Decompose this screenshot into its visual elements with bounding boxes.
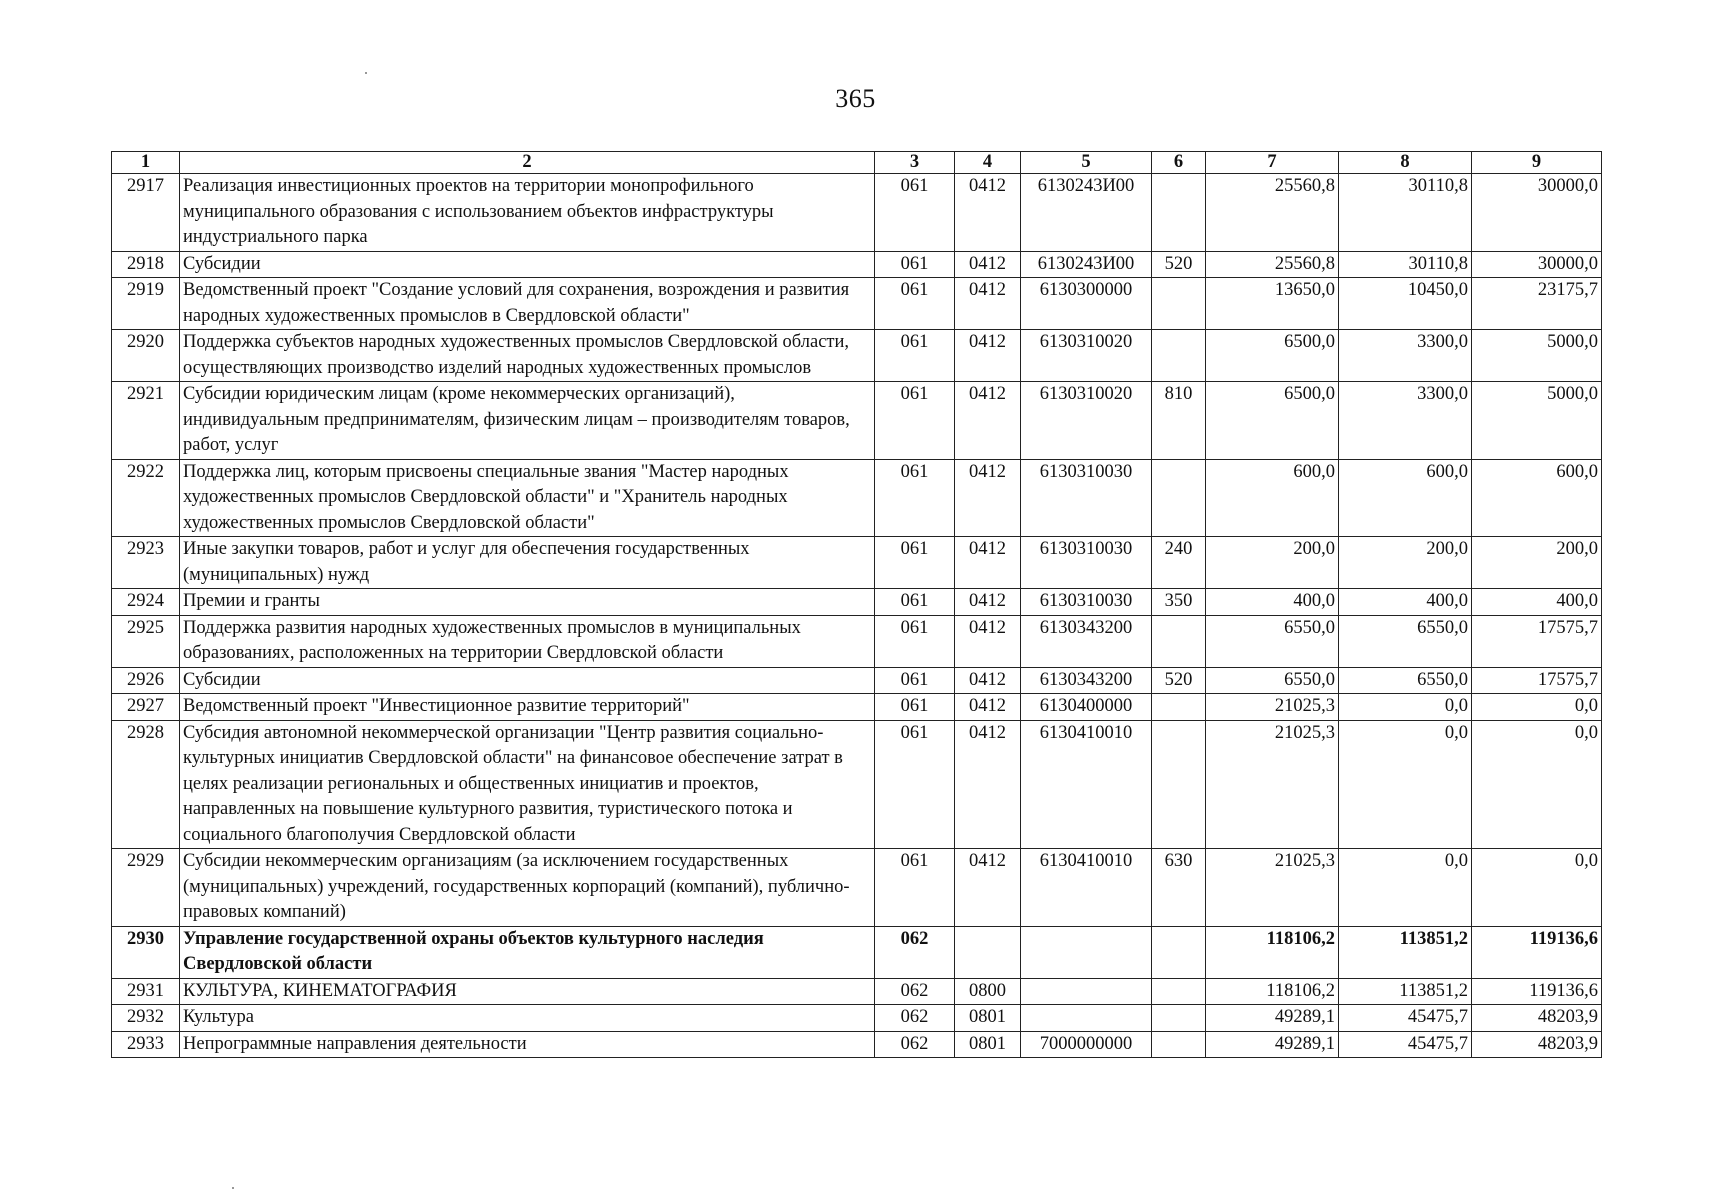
amount-col-7: 6500,0 (1206, 330, 1339, 382)
scan-speck (365, 72, 367, 74)
target-article-code: 6130310030 (1021, 459, 1152, 537)
expense-type-code: 630 (1152, 849, 1206, 927)
section-code: 0800 (955, 978, 1021, 1005)
target-article-code (1021, 926, 1152, 978)
table-row (112, 278, 1602, 330)
target-article-code: 6130310030 (1021, 537, 1152, 589)
department-code: 062 (875, 978, 955, 1005)
table-row (112, 589, 1602, 616)
table-row (112, 382, 1602, 460)
expense-type-code (1152, 1031, 1206, 1058)
table-row (112, 978, 1602, 1005)
row-number: 2928 (112, 720, 180, 849)
section-code (955, 926, 1021, 978)
amount-col-7: 200,0 (1206, 537, 1339, 589)
row-name: Реализация инвестиционных проектов на территории монопрофильного муниципального образования с использованием объектов инфраструктуры индустриального парка (180, 174, 875, 252)
column-header: 4 (955, 152, 1021, 174)
row-name: Поддержка развития народных художественных промыслов в муниципальных образованиях, расположенных на территории Свердловской области (180, 615, 875, 667)
page-number: 365 (835, 84, 876, 113)
section-code: 0412 (955, 694, 1021, 721)
amount-col-7: 118106,2 (1206, 978, 1339, 1005)
amount-col-8: 0,0 (1339, 849, 1472, 927)
row-name: Управление государственной охраны объектов культурного наследия Свердловской области (180, 926, 875, 978)
amount-col-9: 400,0 (1472, 589, 1602, 616)
amount-col-8: 200,0 (1339, 537, 1472, 589)
column-header: 9 (1472, 152, 1602, 174)
amount-col-8: 30110,8 (1339, 174, 1472, 252)
column-header: 3 (875, 152, 955, 174)
department-code: 061 (875, 537, 955, 589)
amount-col-7: 6550,0 (1206, 667, 1339, 694)
expense-type-code (1152, 330, 1206, 382)
column-header: 2 (180, 152, 875, 174)
section-code: 0412 (955, 459, 1021, 537)
target-article-code: 6130400000 (1021, 694, 1152, 721)
target-article-code: 6130410010 (1021, 849, 1152, 927)
row-name: Субсидии (180, 667, 875, 694)
row-number: 2926 (112, 667, 180, 694)
section-code: 0412 (955, 330, 1021, 382)
table-body (112, 174, 1602, 1058)
expense-type-code (1152, 278, 1206, 330)
target-article-code: 6130310020 (1021, 382, 1152, 460)
section-code: 0412 (955, 667, 1021, 694)
department-code: 061 (875, 330, 955, 382)
expense-type-code: 240 (1152, 537, 1206, 589)
scan-speck (232, 1187, 234, 1189)
section-code: 0412 (955, 251, 1021, 278)
department-code: 061 (875, 694, 955, 721)
amount-col-8: 10450,0 (1339, 278, 1472, 330)
row-name: Непрограммные направления деятельности (180, 1031, 875, 1058)
row-name: Премии и гранты (180, 589, 875, 616)
amount-col-9: 5000,0 (1472, 330, 1602, 382)
table-row (112, 251, 1602, 278)
department-code: 061 (875, 382, 955, 460)
section-code: 0412 (955, 615, 1021, 667)
row-name: Субсидии (180, 251, 875, 278)
amount-col-9: 0,0 (1472, 694, 1602, 721)
column-header: 7 (1206, 152, 1339, 174)
amount-col-8: 0,0 (1339, 694, 1472, 721)
department-code: 061 (875, 667, 955, 694)
department-code: 061 (875, 174, 955, 252)
row-number: 2931 (112, 978, 180, 1005)
row-name: Субсидии некоммерческим организациям (за исключением государственных (муниципальных) учреждений, государственных корпораций (компаний), публично-правовых компаний) (180, 849, 875, 927)
amount-col-7: 118106,2 (1206, 926, 1339, 978)
table-row (112, 926, 1602, 978)
expense-type-code: 810 (1152, 382, 1206, 460)
row-number: 2918 (112, 251, 180, 278)
table-row (112, 174, 1602, 252)
expense-type-code (1152, 720, 1206, 849)
amount-col-7: 25560,8 (1206, 174, 1339, 252)
expense-type-code (1152, 615, 1206, 667)
table-row (112, 537, 1602, 589)
row-name: КУЛЬТУРА, КИНЕМАТОГРАФИЯ (180, 978, 875, 1005)
table-row (112, 694, 1602, 721)
table-row (112, 1031, 1602, 1058)
amount-col-9: 600,0 (1472, 459, 1602, 537)
target-article-code: 6130310030 (1021, 589, 1152, 616)
row-number: 2932 (112, 1005, 180, 1032)
amount-col-9: 48203,9 (1472, 1031, 1602, 1058)
target-article-code: 6130300000 (1021, 278, 1152, 330)
department-code: 062 (875, 1005, 955, 1032)
header-row (112, 152, 1602, 174)
budget-table (111, 151, 1602, 1058)
column-header: 1 (112, 152, 180, 174)
amount-col-9: 200,0 (1472, 537, 1602, 589)
target-article-code: 7000000000 (1021, 1031, 1152, 1058)
amount-col-9: 17575,7 (1472, 667, 1602, 694)
section-code: 0412 (955, 278, 1021, 330)
amount-col-8: 45475,7 (1339, 1031, 1472, 1058)
expense-type-code (1152, 1005, 1206, 1032)
row-name: Ведомственный проект "Инвестиционное развитие территорий" (180, 694, 875, 721)
section-code: 0412 (955, 589, 1021, 616)
row-name: Ведомственный проект "Создание условий для сохранения, возрождения и развития народных художественных промыслов в Свердловской области" (180, 278, 875, 330)
row-number: 2927 (112, 694, 180, 721)
amount-col-7: 6550,0 (1206, 615, 1339, 667)
expense-type-code: 520 (1152, 251, 1206, 278)
table-row (112, 849, 1602, 927)
target-article-code: 6130243И00 (1021, 174, 1152, 252)
column-header: 5 (1021, 152, 1152, 174)
amount-col-9: 0,0 (1472, 849, 1602, 927)
target-article-code (1021, 978, 1152, 1005)
row-number: 2930 (112, 926, 180, 978)
amount-col-8: 600,0 (1339, 459, 1472, 537)
amount-col-8: 6550,0 (1339, 667, 1472, 694)
amount-col-8: 3300,0 (1339, 330, 1472, 382)
amount-col-8: 113851,2 (1339, 926, 1472, 978)
amount-col-8: 400,0 (1339, 589, 1472, 616)
row-number: 2922 (112, 459, 180, 537)
department-code: 061 (875, 251, 955, 278)
amount-col-8: 113851,2 (1339, 978, 1472, 1005)
department-code: 062 (875, 926, 955, 978)
target-article-code: 6130243И00 (1021, 251, 1152, 278)
amount-col-9: 30000,0 (1472, 251, 1602, 278)
amount-col-9: 17575,7 (1472, 615, 1602, 667)
amount-col-9: 119136,6 (1472, 926, 1602, 978)
amount-col-8: 6550,0 (1339, 615, 1472, 667)
expense-type-code (1152, 174, 1206, 252)
row-number: 2924 (112, 589, 180, 616)
amount-col-7: 600,0 (1206, 459, 1339, 537)
amount-col-8: 30110,8 (1339, 251, 1472, 278)
row-name: Иные закупки товаров, работ и услуг для обеспечения государственных (муниципальных) нужд (180, 537, 875, 589)
row-number: 2929 (112, 849, 180, 927)
row-number: 2923 (112, 537, 180, 589)
amount-col-7: 21025,3 (1206, 720, 1339, 849)
department-code: 061 (875, 589, 955, 616)
row-name: Субсидия автономной некоммерческой организации "Центр развития социально-культурных инициатив Свердловской области" на финансовое обеспечение затрат в целях реализации региональных и общественных инициатив и проектов, направленных на повышение культурного развития, туристического потока и социального благополучия Свердловской области (180, 720, 875, 849)
amount-col-9: 5000,0 (1472, 382, 1602, 460)
section-code: 0412 (955, 174, 1021, 252)
row-number: 2919 (112, 278, 180, 330)
amount-col-8: 45475,7 (1339, 1005, 1472, 1032)
expense-type-code: 520 (1152, 667, 1206, 694)
amount-col-7: 21025,3 (1206, 694, 1339, 721)
amount-col-7: 6500,0 (1206, 382, 1339, 460)
amount-col-7: 49289,1 (1206, 1005, 1339, 1032)
amount-col-9: 23175,7 (1472, 278, 1602, 330)
amount-col-9: 119136,6 (1472, 978, 1602, 1005)
amount-col-9: 0,0 (1472, 720, 1602, 849)
row-name: Культура (180, 1005, 875, 1032)
expense-type-code: 350 (1152, 589, 1206, 616)
amount-col-9: 30000,0 (1472, 174, 1602, 252)
table-row (112, 1005, 1602, 1032)
row-name: Субсидии юридическим лицам (кроме некоммерческих организаций), индивидуальным предпринимателям, физическим лицам – производителям товаров, работ, услуг (180, 382, 875, 460)
department-code: 061 (875, 459, 955, 537)
target-article-code: 6130343200 (1021, 615, 1152, 667)
column-header: 6 (1152, 152, 1206, 174)
section-code: 0412 (955, 720, 1021, 849)
table-row (112, 615, 1602, 667)
section-code: 0412 (955, 382, 1021, 460)
row-name: Поддержка лиц, которым присвоены специальные звания "Мастер народных художественных промыслов Свердловской области" и "Хранитель народных художественных промыслов Свердловской области" (180, 459, 875, 537)
amount-col-7: 49289,1 (1206, 1031, 1339, 1058)
table-row (112, 720, 1602, 849)
row-number: 2921 (112, 382, 180, 460)
department-code: 062 (875, 1031, 955, 1058)
expense-type-code (1152, 978, 1206, 1005)
department-code: 061 (875, 615, 955, 667)
section-code: 0801 (955, 1031, 1021, 1058)
row-number: 2933 (112, 1031, 180, 1058)
target-article-code: 6130410010 (1021, 720, 1152, 849)
row-name: Поддержка субъектов народных художественных промыслов Свердловской области, осуществляющих производство изделий народных художественных промыслов (180, 330, 875, 382)
section-code: 0412 (955, 849, 1021, 927)
target-article-code (1021, 1005, 1152, 1032)
target-article-code: 6130310020 (1021, 330, 1152, 382)
table-row (112, 330, 1602, 382)
department-code: 061 (875, 720, 955, 849)
column-header: 8 (1339, 152, 1472, 174)
row-number: 2925 (112, 615, 180, 667)
row-number: 2917 (112, 174, 180, 252)
amount-col-9: 48203,9 (1472, 1005, 1602, 1032)
table-row (112, 667, 1602, 694)
amount-col-8: 0,0 (1339, 720, 1472, 849)
target-article-code: 6130343200 (1021, 667, 1152, 694)
amount-col-7: 13650,0 (1206, 278, 1339, 330)
section-code: 0412 (955, 537, 1021, 589)
amount-col-7: 21025,3 (1206, 849, 1339, 927)
section-code: 0801 (955, 1005, 1021, 1032)
amount-col-7: 400,0 (1206, 589, 1339, 616)
table-row (112, 459, 1602, 537)
expense-type-code (1152, 694, 1206, 721)
department-code: 061 (875, 278, 955, 330)
amount-col-7: 25560,8 (1206, 251, 1339, 278)
department-code: 061 (875, 849, 955, 927)
amount-col-8: 3300,0 (1339, 382, 1472, 460)
expense-type-code (1152, 459, 1206, 537)
row-number: 2920 (112, 330, 180, 382)
expense-type-code (1152, 926, 1206, 978)
